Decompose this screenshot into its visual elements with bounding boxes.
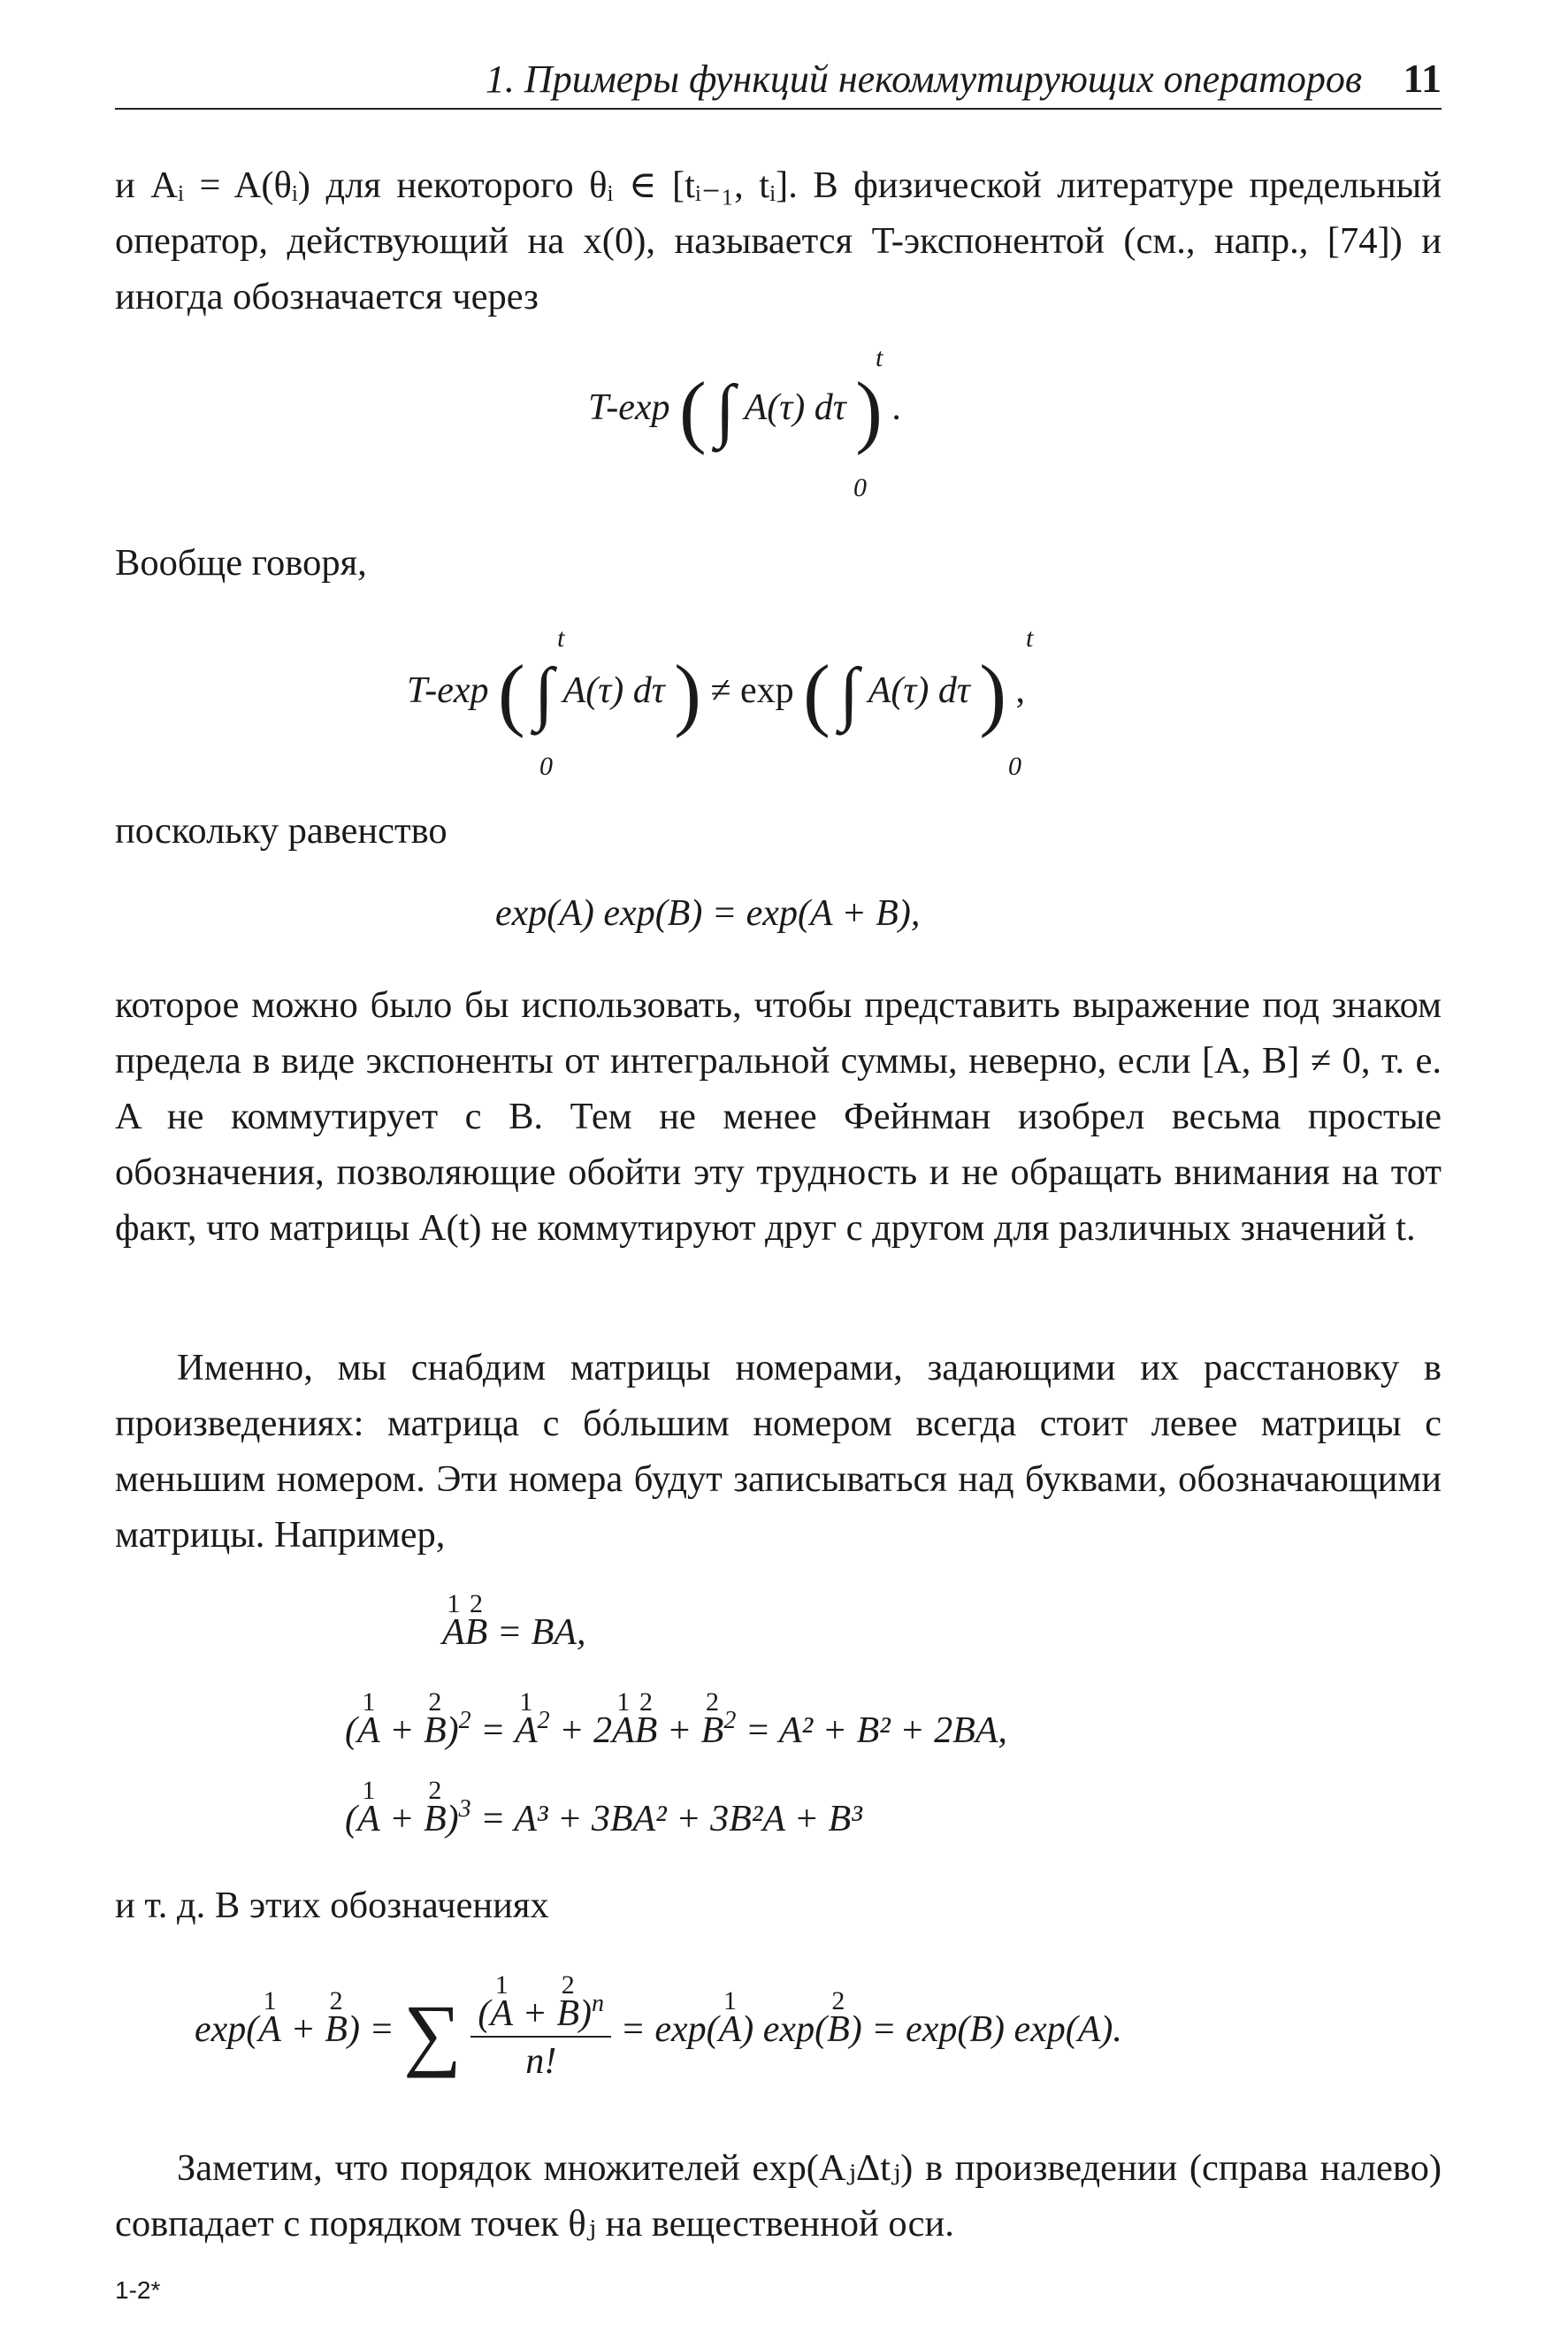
equation-ordered-cube: (A 1 + B 2 )$^3$ = A³ + 3BA² + 3B²A + B³: [345, 1776, 862, 1839]
integral-upper-limit: t: [876, 343, 883, 372]
equation-exp-series: exp(A 1 + B 2 ) = ∑ (A 1 + B 2 )$^n$ n! = exp(A 1 ) exp(B 2 ) = exp(B) exp(A).: [195, 1970, 1122, 2082]
paragraph-2: Вообще говоря,: [115, 542, 367, 584]
right-paren: ): [855, 365, 883, 456]
paragraph-1: и Aᵢ = A(θᵢ) для некоторого θᵢ ∈ [tᵢ₋₁, tᵢ]. В физической литературе предельный оператор, действующий на x(0), называется T-экспонентой (см., напр., [74]) и иногда обозначается через: [115, 164, 1442, 317]
integral-sign: ∫: [839, 654, 860, 733]
integral-lower-limit: 0: [1008, 752, 1021, 781]
equation-t-exp: T-exp ( ∫ A(τ) dτ ) .: [588, 365, 901, 456]
integral-upper-limit: t: [557, 623, 565, 653]
paragraph-5: Именно, мы снабдим матрицы номерами, задающими их расстановку в произведениях: матрица с бóльшим номером всегда стоит левее матрицы с меньшим номером. Эти номера будут записываться над буквами, обозначающими матрицы. Например,: [115, 1347, 1442, 1556]
page-number: 11: [1403, 56, 1442, 101]
paragraph-3: поскольку равенство: [115, 810, 447, 852]
integral-lower-limit: 0: [539, 752, 553, 781]
integral-sign: ∫: [534, 654, 555, 733]
paragraph-4: которое можно было бы использовать, чтобы представить выражение под знаком предела в виде экспоненты от интегральной суммы, неверно, если [A, B] ≠ 0, т. е. A не коммутирует с B. Тем не менее Фейнман изобрел весьма простые обозначения, позволяющие обойти эту трудность и не обращать внимания на тот факт, что матрицы A(t) не коммутируют друг с другом для различных значений t.: [115, 984, 1442, 1249]
equation-exp-product: exp(A) exp(B) = exp(A + B),: [495, 893, 921, 934]
equation-ordered-product: A 1 B 2 = BA,: [442, 1589, 586, 1653]
paragraph-6: и т. д. В этих обозначениях: [115, 1885, 549, 1926]
running-header: [115, 51, 1442, 110]
integral-sign: ∫: [715, 371, 736, 450]
paragraph-7: Заметим, что порядок множителей exp(AⱼΔtⱼ) в произведении (справа налево) совпадает с порядком точек θⱼ на вещественной оси.: [115, 2147, 1442, 2245]
signature-mark: 1-2*: [115, 2276, 161, 2304]
integral-lower-limit: 0: [853, 473, 867, 502]
integral-upper-limit: t: [1026, 623, 1034, 653]
running-title: 1. Примеры функций некоммутирующих операторов: [485, 57, 1362, 101]
equation-t-exp-not-equal: T-exp ( ∫ A(τ) dτ ) ≠ exp ( ∫ A(τ) dτ ) ,: [407, 648, 1026, 739]
equation-ordered-square: (A 1 + B 2 )$^2$ = A 1 $^2$ + 2A 1 B 2 + B 2 $^2$ = A² + B² + 2BA,: [345, 1687, 1007, 1751]
left-paren: (: [679, 365, 707, 456]
